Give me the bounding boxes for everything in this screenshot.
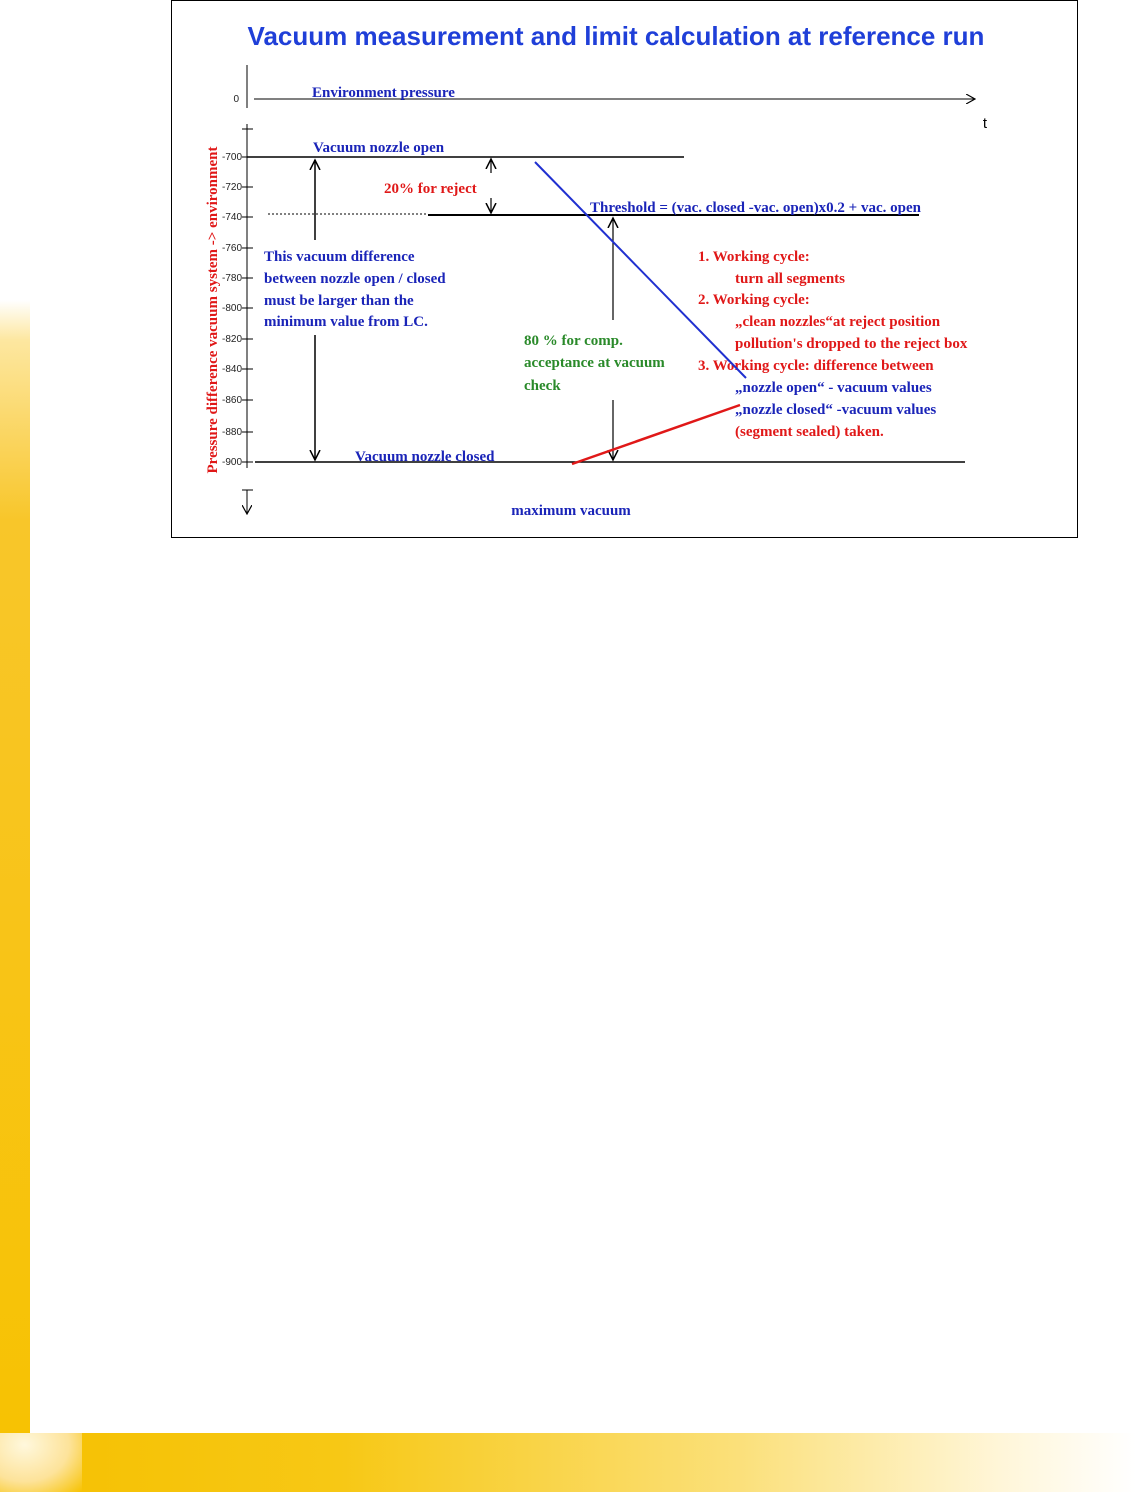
reject-label: 20% for reject: [384, 181, 477, 197]
cycle-3-title: 3. Working cycle: difference between: [698, 358, 934, 374]
y-axis-label: Pressure difference vacuum system -> environment: [205, 146, 221, 474]
cycle-3-detail-1: „nozzle open“ - vacuum values: [735, 380, 932, 396]
environment-pressure-label: Environment pressure: [312, 85, 455, 101]
threshold-label: Threshold = (vac. closed -vac. open)x0.2 + vac. open: [590, 200, 921, 216]
maximum-vacuum-label: maximum vacuum: [511, 503, 631, 519]
difference-text-2: between nozzle open / closed: [264, 271, 446, 287]
tick-label-0: 0: [233, 94, 239, 105]
time-axis-label: t: [982, 115, 988, 132]
cycle-2-detail-2: pollution's dropped to the reject box: [735, 336, 968, 352]
tick-label-740: -740: [221, 212, 242, 223]
acceptance-text-2: acceptance at vacuum: [524, 355, 665, 371]
tick-label-860: -860: [221, 395, 242, 406]
acceptance-text-1: 80 % for comp.: [524, 333, 623, 349]
difference-text-1: This vacuum difference: [264, 249, 415, 265]
cycle-3-detail-3: (segment sealed) taken.: [735, 424, 884, 440]
tick-label-720: -720: [221, 182, 242, 193]
tick-label-820: -820: [221, 334, 242, 345]
cycle-1-title: 1. Working cycle:: [698, 249, 810, 265]
cycle-1-detail: turn all segments: [735, 271, 845, 287]
diagram-title: Vacuum measurement and limit calculation at reference run: [247, 21, 985, 51]
tick-label-840: -840: [221, 364, 242, 375]
nozzle-open-label: Vacuum nozzle open: [313, 140, 445, 156]
bottom-decorative-bar: [0, 1433, 1136, 1492]
cycle-3-detail-2: „nozzle closed“ -vacuum values: [735, 402, 937, 418]
acceptance-text-3: check: [524, 378, 561, 394]
difference-text-4: minimum value from LC.: [264, 314, 428, 330]
nozzle-closed-label: Vacuum nozzle closed: [355, 449, 495, 465]
cycle-2-title: 2. Working cycle:: [698, 292, 810, 308]
tick-label-900: -900: [221, 457, 242, 468]
cycle-2-detail-1: „clean nozzles“at reject position: [735, 314, 941, 330]
tick-label-780: -780: [221, 273, 242, 284]
tick-label-800: -800: [221, 303, 242, 314]
difference-text-3: must be larger than the: [264, 293, 414, 309]
tick-label-880: -880: [221, 427, 242, 438]
tick-label-700: -700: [221, 152, 242, 163]
bottom-swirl-decoration: [0, 1433, 82, 1492]
tick-label-760: -760: [221, 243, 242, 254]
rising-vacuum-curve: [572, 405, 740, 464]
vacuum-diagram: [0, 0, 1136, 540]
